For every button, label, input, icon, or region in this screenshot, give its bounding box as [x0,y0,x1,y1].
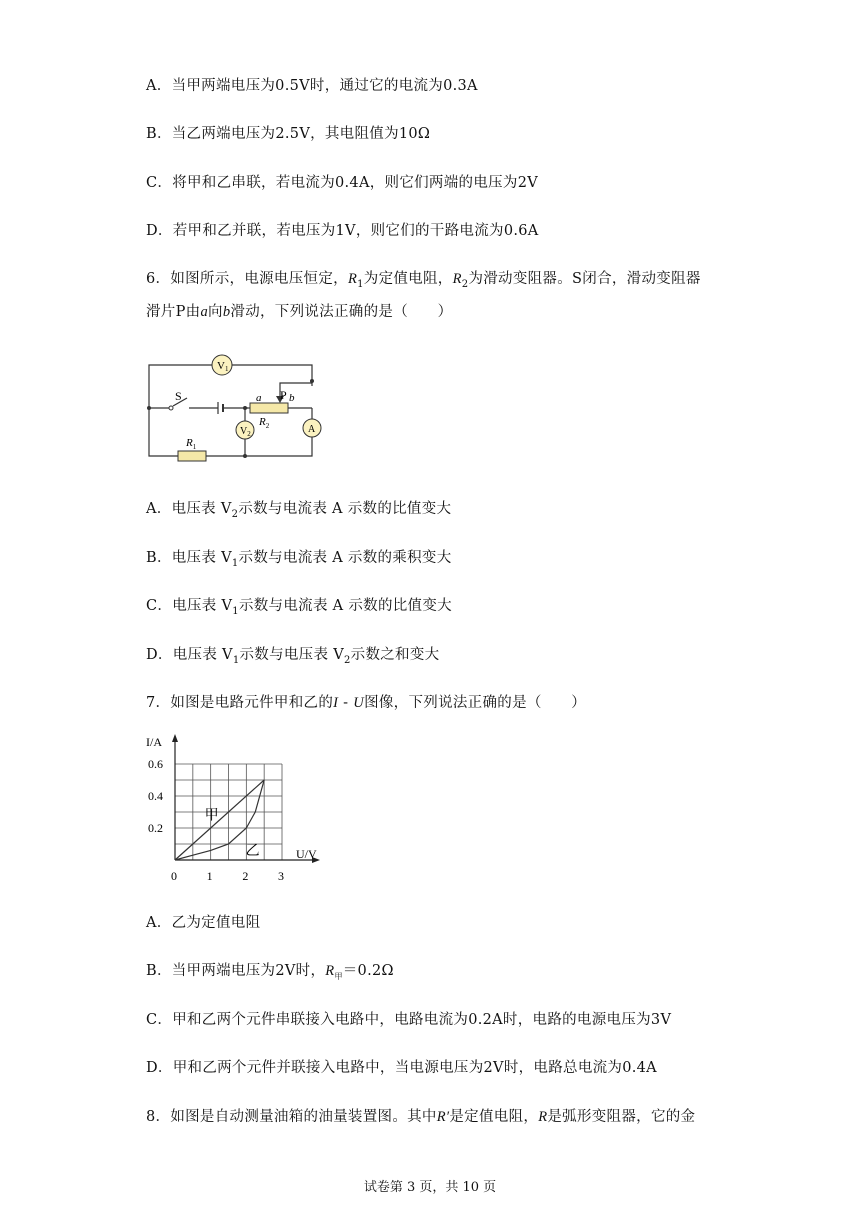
switch-contact-icon [169,406,173,410]
q6-stem-line1: 6．如图所示，电源电压恒定，$R_1$为定值电阻，$R_2$为滑动变阻器。S闭合，滑动变阻器 [146,271,701,290]
q7-option-a: A．乙为定值电阻 [146,915,261,931]
junction-dot-icon [147,406,151,410]
junction-dot-icon [243,454,247,458]
q5-option-d: D．若甲和乙并联，若电压为1V，则它们的干路电流为0.6A [146,223,539,239]
terminal-a-label: a [256,392,262,404]
q6-option-b: B．电压表 $V_1$示数与电流表 A 示数的乘积变大 [146,550,452,569]
q7-option-c: C．甲和乙两个元件串联接入电路中，电路电流为0.2A时，电路的电源电压为3V [146,1012,672,1028]
slider-label: P [280,388,287,402]
terminal-b-label: b [289,392,295,404]
x-tick-label: 2 [242,869,249,883]
y-axis-label: I/A [146,735,162,749]
q6-option-c: C．电压表 $V_1$示数与电流表 A 示数的比值变大 [146,598,452,617]
ammeter-label: A [308,424,316,435]
q6-stem-line2: 滑片P由a向b滑动，下列说法正确的是（ ） [146,304,453,320]
junction-dot-icon [310,379,314,383]
q5-option-b: B．当乙两端电压为2.5V，其电阻值为10Ω [146,126,431,142]
v1-label: V1 [217,360,229,373]
x-tick-label: 0 [171,869,177,883]
y-tick-label: 0.2 [148,821,163,835]
rheostat-r2-icon [250,403,288,413]
series-label-2: 乙 [245,843,260,859]
x-tick-label: 3 [278,869,284,883]
q7-stem: 7．如图是电路元件甲和乙的I - U图像，下列说法正确的是（ ） [146,695,587,711]
page-footer: 试卷第 3 页，共 10 页 [363,1180,497,1195]
y-tick-label: 0.6 [148,757,163,771]
q8-stem: 8．如图是自动测量油箱的油量装置图。其中R′是定值电阻，R是弧形变阻器，它的金 [146,1109,696,1125]
q6-option-d: D．电压表 $V_1$示数与电压表 $V_2$示数之和变大 [146,647,440,666]
r2-label: $R_2$ [259,416,270,430]
circuit-diagram [140,348,330,468]
q5-option-c: C．将甲和乙串联，若电流为0.4A，则它们两端的电压为2V [146,175,539,191]
q5-option-a: A．当甲两端电压为0.5V时，通过它的电流为0.3A [146,78,478,94]
q6-option-a: A．电压表 $V_2$示数与电流表 A 示数的比值变大 [146,501,452,520]
junction-dot-icon [243,406,247,410]
q7-option-d: D．甲和乙两个元件并联接入电路中，当电源电压为2V时，电路总电流为0.4A [146,1060,657,1076]
series-label-1: 甲 [204,808,219,824]
r1-label: $R_1$ [186,437,197,451]
x-tick-label: 1 [206,869,213,883]
y-axis-arrow-icon [172,734,178,742]
q7-option-b: B．当甲两端电压为2V时，$R_甲=0.2\Omega$ [146,963,394,981]
v2-label: $V_2$ [240,426,251,438]
iu-chart [140,728,330,888]
resistor-r1-icon [178,451,206,461]
switch-label: S [175,389,182,403]
x-axis-label: U/V [296,847,317,861]
y-tick-label: 0.4 [148,789,163,803]
